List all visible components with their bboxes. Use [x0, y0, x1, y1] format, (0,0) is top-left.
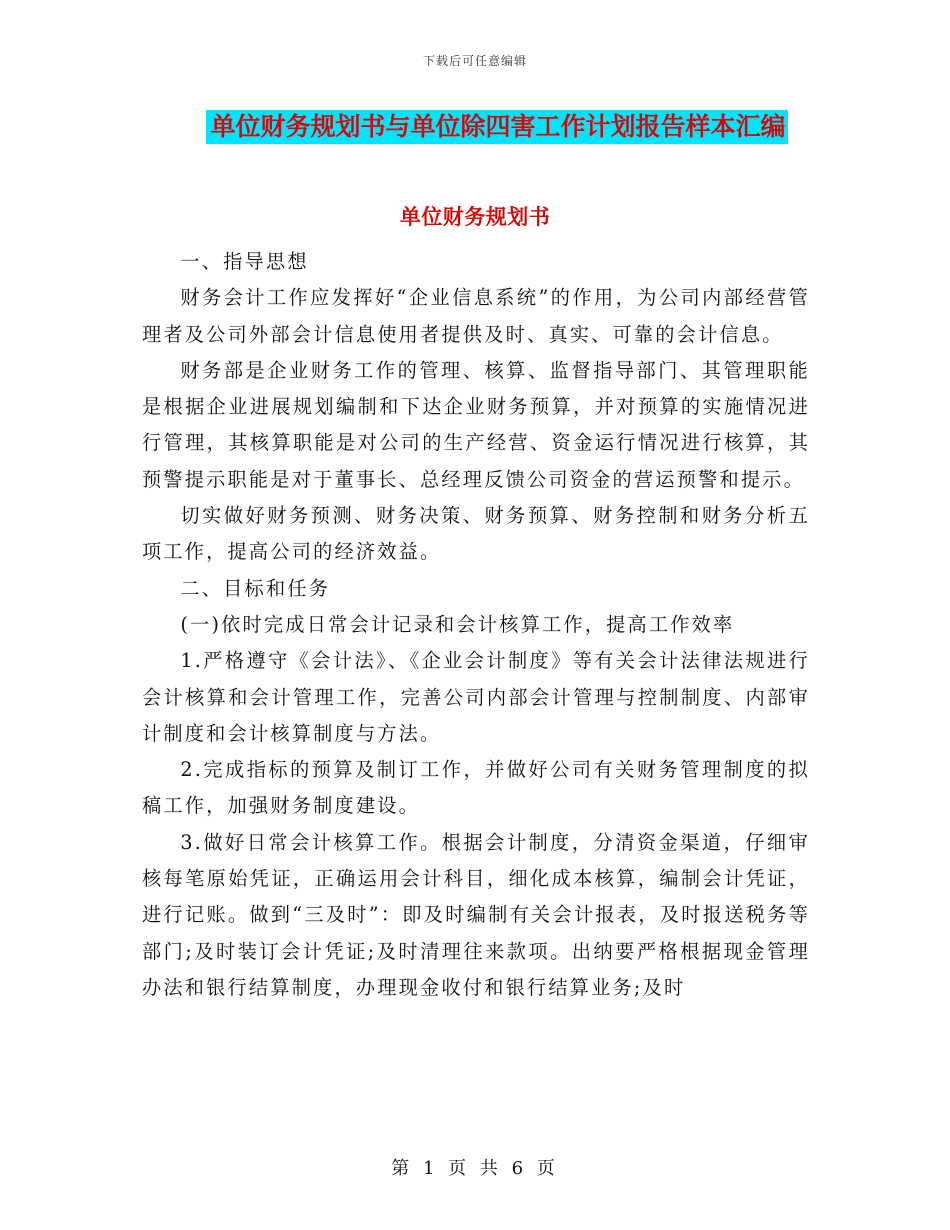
paragraph: 1.严格遵守《会计法》、《企业会计制度》等有关会计法律法规进行会计核算和会计管理工作，完善公司内部会计管理与控制制度、内部审计制度和会计核算制度与方法。 [142, 649, 810, 745]
section-title: 单位财务规划书 [399, 204, 551, 229]
paragraph: 一、指导思想 [180, 250, 309, 273]
main-title-container [0, 110, 950, 144]
page-number: 第 1 页 共 6 页 [391, 1158, 559, 1179]
main-title: 单位财务规划书与单位除四害工作计划报告样本汇编 [206, 110, 787, 144]
header-note: 下载后可任意编辑 [422, 54, 527, 68]
paragraph: 3.做好日常会计核算工作。根据会计制度，分清资金渠道，仔细审核每笔原始凭证，正确运用会计科目，细化成本核算，编制会计凭证，进行记账。做到“三及时”：即及时编制有关会计报表，及时报送税务等部门;及时装订会计凭证;及时清理往来款项。出纳要严格根据现金管理办法和银行结算制度，办理现金收付和银行结算业务;及时 [142, 830, 810, 999]
paragraph: 二、目标和任务 [180, 576, 331, 600]
paragraph: 切实做好财务预测、财务决策、财务预算、财务控制和财务分析五项工作，提高公司的经济效益。 [142, 504, 810, 564]
paragraph: 财务部是企业财务工作的管理、核算、监督指导部门、其管理职能是根据企业进展规划编制和下达企业财务预算，并对预算的实施情况进行管理，其核算职能是对公司的生产经营、资金运行情况进行核算，其预警提示职能是对于董事长、总经理反馈公司资金的营运预警和提示。 [142, 358, 810, 491]
document-body [142, 244, 810, 1006]
paragraph: 财务会计工作应发挥好“企业信息系统”的作用，为公司内部经营管理者及公司外部会计信息使用者提供及时、真实、可靠的会计信息。 [142, 286, 810, 346]
paragraph: 2.完成指标的预算及制订工作，并做好公司有关财务管理制度的拟稿工作，加强财务制度建设。 [142, 758, 810, 818]
paragraph: (一)依时完成日常会计记录和会计核算工作，提高工作效率 [180, 612, 735, 636]
